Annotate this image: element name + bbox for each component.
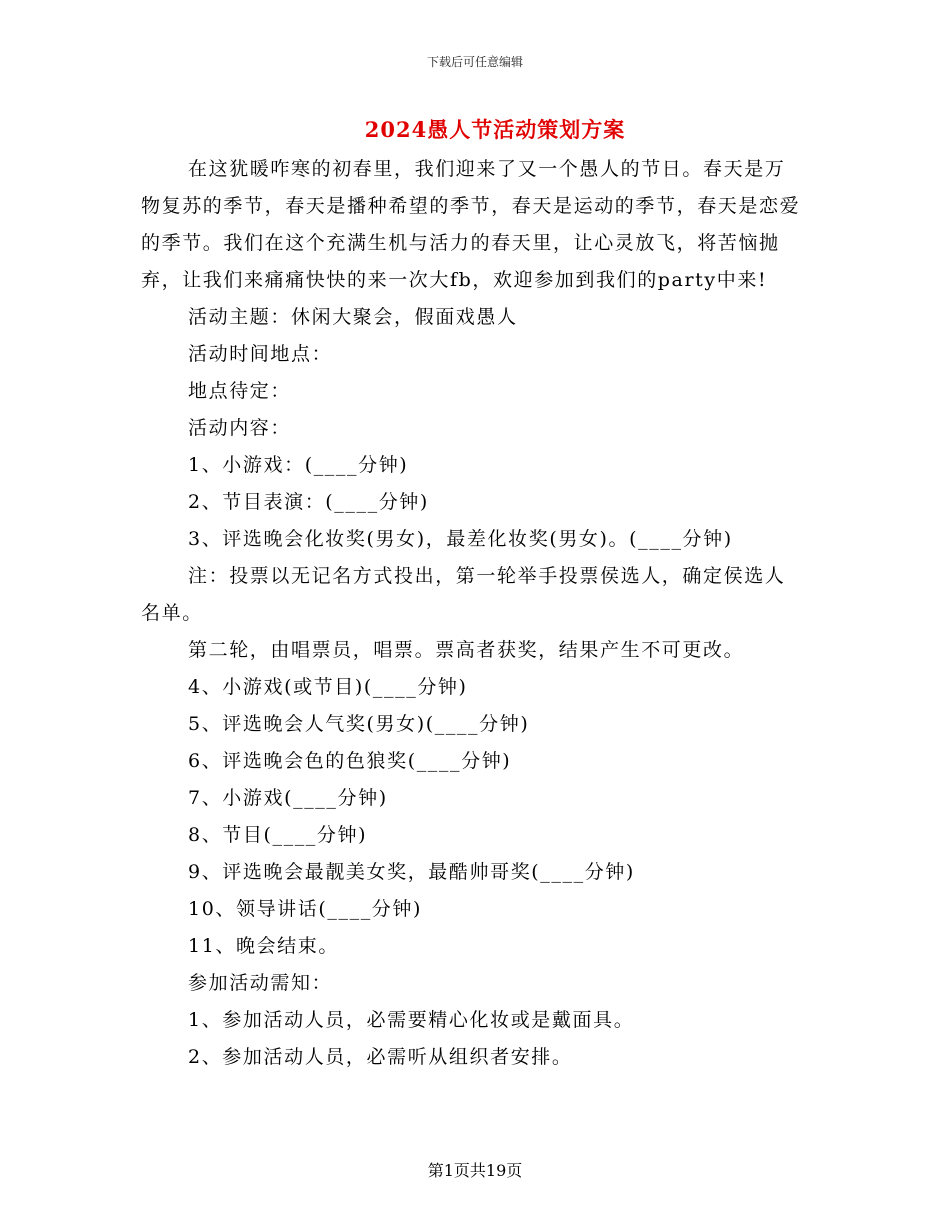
list-item: 6、评选晚会色的色狼奖(____分钟) — [188, 750, 512, 772]
activity-content-heading: 活动内容： — [188, 417, 292, 439]
activity-theme: 活动主题：休闲大聚会，假面戏愚人 — [188, 306, 518, 328]
voting-note: 注：投票以无记名方式投出，第一轮举手投票侯选人，确定侯选人名单。 — [141, 565, 786, 624]
list-item: 9、评选晚会最靓美女奖，最酷帅哥奖(____分钟) — [188, 861, 635, 883]
list-item: 8、节目(____分钟) — [188, 824, 368, 846]
intro-paragraph: 在这犹暖咋寒的初春里，我们迎来了又一个愚人的节日。春天是万物复苏的季节，春天是播种希望的季节，春天是运动的季节，春天是恋爱的季节。我们在这个充满生机与活力的春天里，让心灵放飞，将苦恼抛弃，让我们来痛痛快快的来一次大fb，欢迎参加到我们的party中来! — [141, 158, 801, 291]
list-item: 1、小游戏：(____分钟) — [188, 454, 409, 476]
list-item: 10、领导讲话(____分钟) — [188, 898, 423, 920]
document-body — [141, 151, 801, 1076]
activity-place-tbd: 地点待定： — [188, 380, 292, 402]
list-item: 3、评选晚会化妆奖(男女)，最差化妆奖(男女)。(____分钟) — [188, 528, 733, 550]
activity-time-place: 活动时间地点： — [188, 343, 333, 365]
notice-heading: 参加活动需知： — [188, 972, 333, 994]
list-item: 5、评选晚会人气奖(男女)(____分钟) — [188, 713, 530, 735]
list-item: 2、参加活动人员，必需听从组织者安排。 — [188, 1046, 573, 1068]
page-header-note: 下载后可任意编辑 — [426, 55, 523, 69]
list-item: 7、小游戏(____分钟) — [188, 787, 388, 809]
list-item: 11、晚会结束。 — [188, 935, 339, 957]
page-number: 第1页共19页 — [427, 1161, 523, 1180]
document-title: 2024愚人节活动策划方案 — [364, 117, 626, 142]
list-item: 1、参加活动人员，必需要精心化妆或是戴面具。 — [188, 1009, 635, 1031]
list-item: 4、小游戏(或节目)(____分钟) — [188, 676, 468, 698]
list-item: 2、节目表演：(____分钟) — [188, 491, 429, 513]
voting-round-two: 第二轮，由唱票员，唱票。票高者获奖，结果产生不可更改。 — [188, 639, 745, 661]
